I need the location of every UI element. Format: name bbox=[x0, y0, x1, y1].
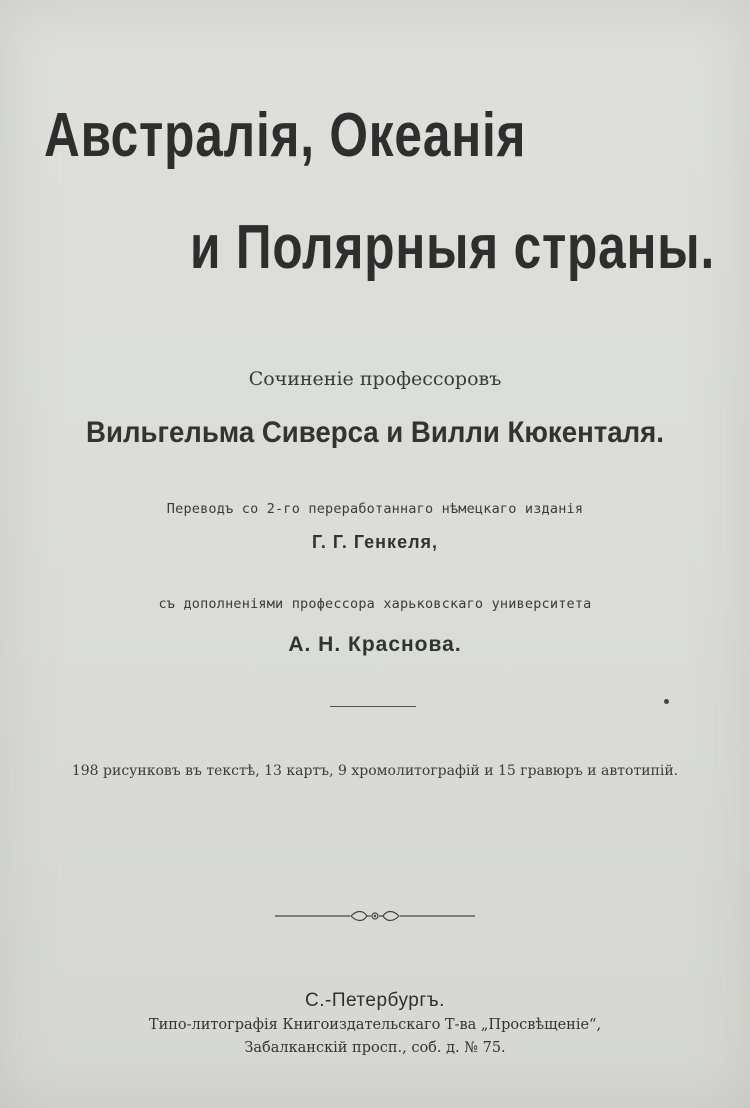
city: С.-Петербургъ. bbox=[305, 990, 445, 1011]
printer-line-2: Забалканскій просп., соб. д. № 75. bbox=[244, 1040, 506, 1056]
translation-note: Переводъ со 2-го переработаннаго нѣмецкаго изданія bbox=[166, 501, 584, 517]
authors: Вильгельма Сиверса и Вилли Кюкенталя. bbox=[86, 416, 664, 449]
book-title-line-2: и Полярныя страны. bbox=[190, 213, 716, 282]
subtitle: Сочиненіе профессоровъ bbox=[248, 368, 502, 390]
book-title-line-1: Австралія, Океанія bbox=[44, 101, 527, 170]
ink-speck bbox=[664, 699, 669, 704]
ornament-divider bbox=[275, 908, 475, 924]
translator-name: Г. Г. Генкеля, bbox=[311, 532, 439, 552]
illustrations-note: 198 рисунковъ въ текстѣ, 13 картъ, 9 хромолитографій и 15 гравюръ и автотипій. bbox=[71, 763, 679, 779]
printer-line-1: Типо-литографія Книгоиздательскаго Т-ва „Просвѣщеніе“, bbox=[148, 1017, 602, 1033]
divider-rule bbox=[330, 706, 416, 707]
supplement-author: А. Н. Краснова. bbox=[288, 633, 462, 656]
supplement-note: съ дополненіями профессора харьковскаго университета bbox=[158, 596, 592, 612]
